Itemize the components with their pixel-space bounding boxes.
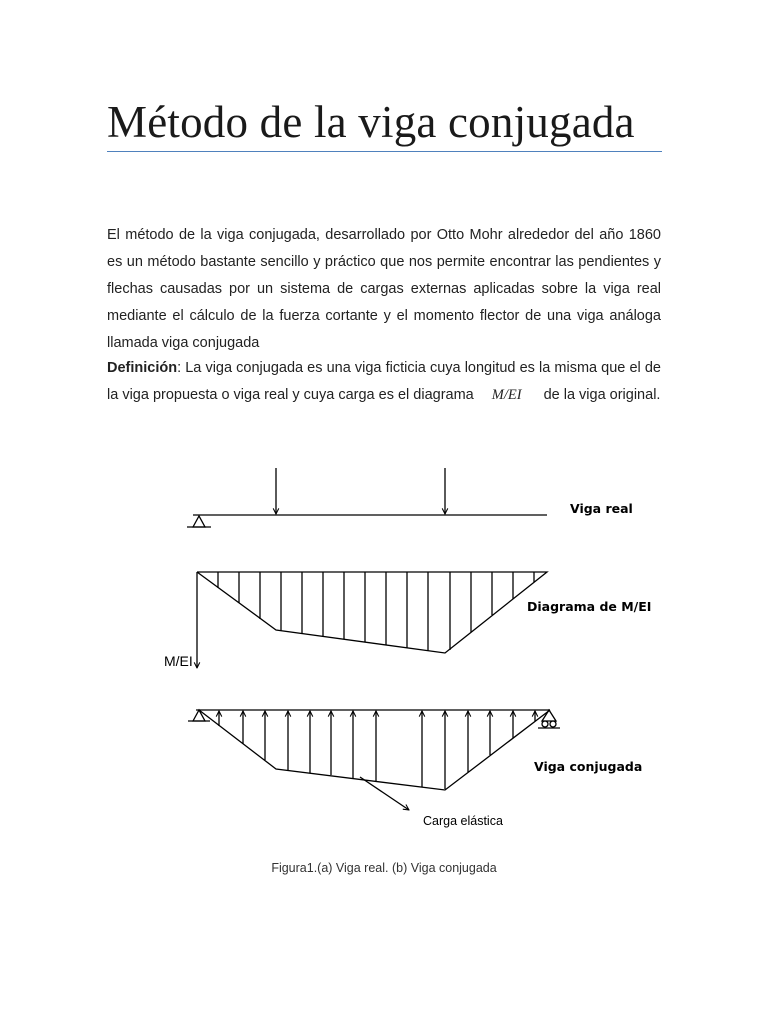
- pin-support-icon: [193, 710, 205, 721]
- pin-support-icon: [193, 516, 205, 527]
- definition-term: Definición: [107, 360, 178, 376]
- definition-text: : La viga conjugada es una viga ficticia cuya longitud es la misma que el de la viga propuesta o viga real y cuya carga es el diagrama: [107, 360, 661, 403]
- conjugate-beam: [188, 710, 560, 810]
- real-beam: [187, 468, 547, 527]
- definition-math: M/EI: [491, 387, 522, 403]
- definition-text-end: de la viga original.: [543, 387, 661, 403]
- page-title: Método de la viga conjugada: [107, 97, 635, 147]
- label-diagrama: Diagrama de M/EI: [527, 599, 652, 614]
- label-viga-real: Viga real: [570, 501, 633, 516]
- label-axis: M/EI: [164, 653, 193, 669]
- roller-support-icon: [542, 710, 556, 721]
- label-carga-elastica: Carga elástica: [423, 814, 503, 828]
- intro-paragraph: El método de la viga conjugada, desarrollado por Otto Mohr alrededor del año 1860 es un método bastante sencillo y práctico que nos permite encontrar las pendientes y flechas causadas por un sistema de cargas externas aplicadas sobre la viga real mediante el cálculo de la fuerza cortante y el momento flector de una viga análoga llamada viga conjugada: [107, 227, 661, 351]
- figure-caption: Figura1.(a) Viga real. (b) Viga conjugada: [271, 861, 497, 875]
- label-viga-conjugada: Viga conjugada: [534, 759, 643, 774]
- moment-diagram: [197, 572, 547, 668]
